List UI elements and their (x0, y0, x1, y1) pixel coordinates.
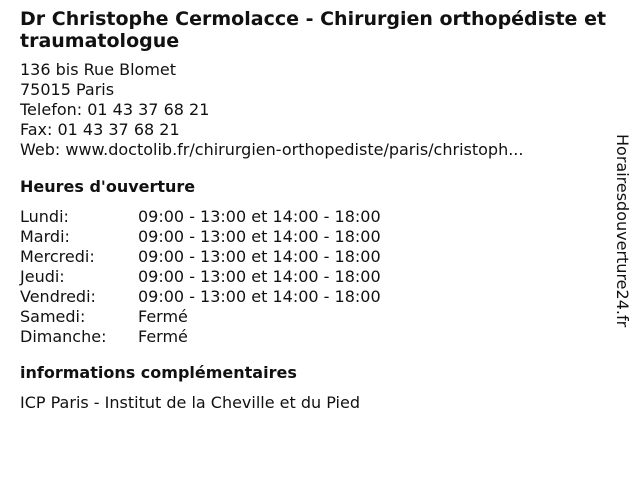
hours-day-label: Mardi: (20, 227, 70, 246)
address-street: 136 bis Rue Blomet (20, 60, 177, 79)
hours-row-sunday (20, 327, 620, 347)
hours-day-time: Fermé (138, 307, 188, 326)
hours-day-time: 09:00 - 13:00 et 14:00 - 18:00 (138, 227, 381, 246)
info-heading: informations complémentaires (20, 363, 297, 382)
site-watermark: Horairesdouverture24.fr (613, 134, 632, 328)
hours-row-wednesday (20, 247, 620, 267)
hours-day-label: Vendredi: (20, 287, 96, 306)
hours-day-time: 09:00 - 13:00 et 14:00 - 18:00 (138, 267, 381, 286)
business-card (20, 8, 620, 413)
hours-day-label: Lundi: (20, 207, 69, 226)
fax-line: Fax: 01 43 37 68 21 (20, 120, 180, 139)
hours-day-label: Jeudi: (20, 267, 65, 286)
page-title: Dr Christophe Cermolacce - Chirurgien orthopédiste et traumatologue (20, 8, 607, 52)
hours-row-monday (20, 207, 620, 227)
hours-day-label: Dimanche: (20, 327, 107, 346)
hours-day-time: 09:00 - 13:00 et 14:00 - 18:00 (138, 287, 381, 306)
address-city: 75015 Paris (20, 80, 115, 99)
hours-table (20, 207, 620, 347)
hours-day-time: 09:00 - 13:00 et 14:00 - 18:00 (138, 247, 381, 266)
hours-day-label: Mercredi: (20, 247, 95, 266)
web-line (20, 140, 620, 160)
web-label: Web: (20, 140, 66, 159)
phone-line: Telefon: 01 43 37 68 21 (20, 100, 210, 119)
hours-day-time: 09:00 - 13:00 et 14:00 - 18:00 (138, 207, 381, 226)
info-text: ICP Paris - Institut de la Cheville et du Pied (20, 393, 360, 412)
hours-row-saturday (20, 307, 620, 327)
hours-row-friday (20, 287, 620, 307)
hours-day-label: Samedi: (20, 307, 86, 326)
hours-day-time: Fermé (138, 327, 188, 346)
hours-row-tuesday (20, 227, 620, 247)
contact-block (20, 60, 620, 160)
website-link[interactable]: www.doctolib.fr/chirurgien-orthopediste/paris/christoph... (65, 140, 524, 159)
hours-row-thursday (20, 267, 620, 287)
hours-heading: Heures d'ouverture (20, 177, 196, 196)
